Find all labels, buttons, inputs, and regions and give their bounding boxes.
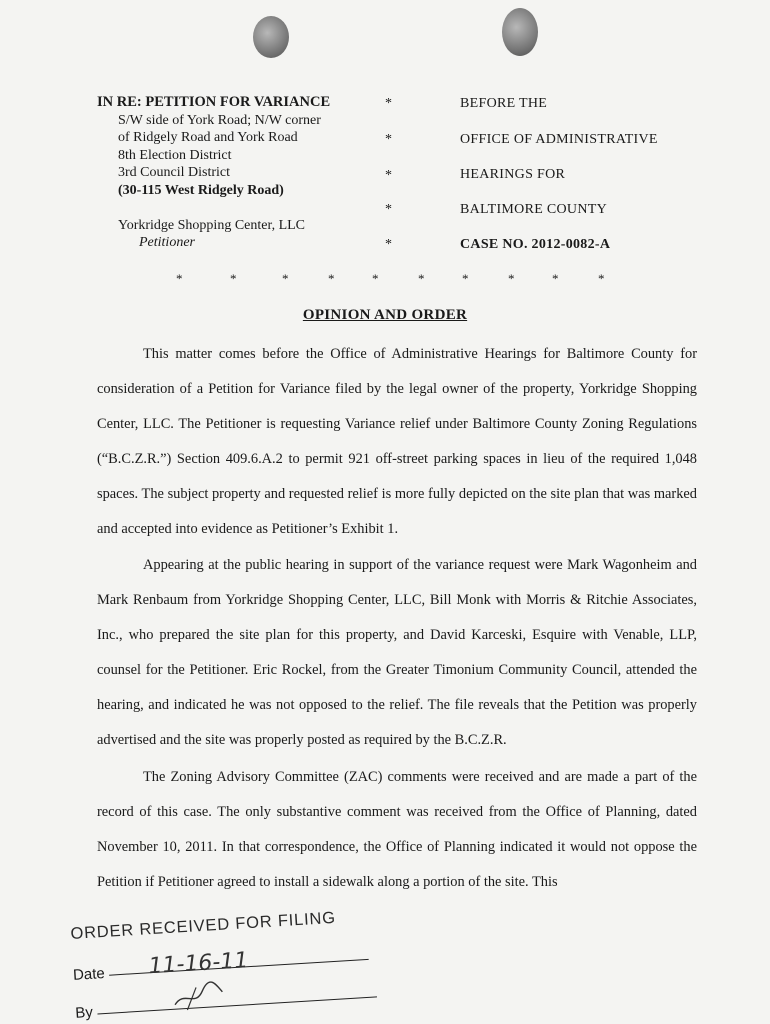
paragraph-1-text: This matter comes before the Office of Administrative Hearings for Baltimore County for consideration of a Petition for Variance filed by the legal owner of the property, Yorkridge Shopping Center, LLC. The Petitioner is requesting Variance relief under Baltimore County Zoning Regulations (“B.C.Z.R.”) Section 409.6.A.2 to permit 921 off-street parking spaces in lieu of the required 1,048 spaces. The subject property and requested relief is more fully depicted on the site plan that was marked and accepted into evidence as Petitioner’s Exhibit 1. [97,346,697,537]
divider-star: * [508,271,515,286]
divider-star: * [598,271,605,286]
hole-punch-right-icon [502,8,538,56]
opinion-heading: OPINION AND ORDER [302,307,468,323]
divider-star: * [230,271,237,286]
caption-petitioner-name: Yorkridge Shopping Center, LLC [118,217,306,233]
paragraph-3-text: The Zoning Advisory Committee (ZAC) comments were received and are made a part of the record of this case. The only substantive comment was received from the Office of Planning, dated November 10, 2011. In that correspondence, the Office of Planning indicated it would not oppose the Petition if Petitioner agreed to install a sidewalk along a portion of the site. This [97,769,697,890]
caption-location-2: of Ridgely Road and York Road [118,130,298,146]
filing-stamp-title: ORDER RECEIVED FOR FILING [70,908,337,943]
caption-right-line-2: OFFICE OF ADMINISTRATIVE [460,132,658,147]
case-number: CASE NO. 2012-0082-A [460,237,611,252]
filing-date-row [73,948,383,984]
filing-by-row [75,986,385,1022]
caption-right-line-3: HEARINGS FOR [460,167,566,182]
caption-right-line-1: BEFORE THE [460,96,548,111]
paragraph-2-text: Appearing at the public hearing in support of the variance request were Mark Wagonheim and Mark Renbaum from Yorkridge Shopping Center, LLC, Bill Monk with Morris & Ritchie Associates, Inc., who prepared the site plan for this property, and David Karceski, Esquire with Venable, LLP, counsel for the Petitioner. Eric Rockel, from the Greater Timonium Community Council, attended the hearing, and indicated he was not opposed to the relief. The file reveals that the Petition was properly advertised and the site was properly posted as required by the B.C.Z.R. [97,557,697,748]
caption-title: IN RE: PETITION FOR VARIANCE [97,94,331,110]
signature-mark-icon [165,980,227,1014]
filing-stamp [70,908,337,1022]
caption-petitioner-label: Petitioner [139,235,195,251]
caption-star: * [385,237,392,252]
filing-date-line [109,948,369,980]
caption-address: (30-115 West Ridgely Road) [118,182,284,198]
caption-right-line-4: BALTIMORE COUNTY [460,202,608,217]
paragraph-2 [97,548,697,758]
paragraph-1 [97,337,697,547]
filing-date-value: 11-16-11 [147,948,249,980]
paragraph-3 [97,760,697,900]
caption-star: * [385,168,392,183]
filing-by-label: By [74,1003,94,1022]
divider-star: * [418,271,425,286]
caption-council-district: 3rd Council District [118,165,230,181]
divider-star: * [552,271,559,286]
caption-star: * [385,96,392,111]
caption-star: * [385,132,392,147]
filing-date-label: Date [72,964,106,984]
caption-star: * [385,202,392,217]
hole-punch-left-icon [253,16,289,58]
caption-election-district: 8th Election District [118,147,232,163]
filing-by-line [97,996,377,1014]
divider-star: * [462,271,469,286]
divider-star: * [176,271,183,286]
divider-star: * [328,271,335,286]
caption-left [97,94,377,252]
divider-star: * [372,271,379,286]
divider-star: * [282,271,289,286]
caption-location-1: S/W side of York Road; N/W corner [118,112,321,128]
